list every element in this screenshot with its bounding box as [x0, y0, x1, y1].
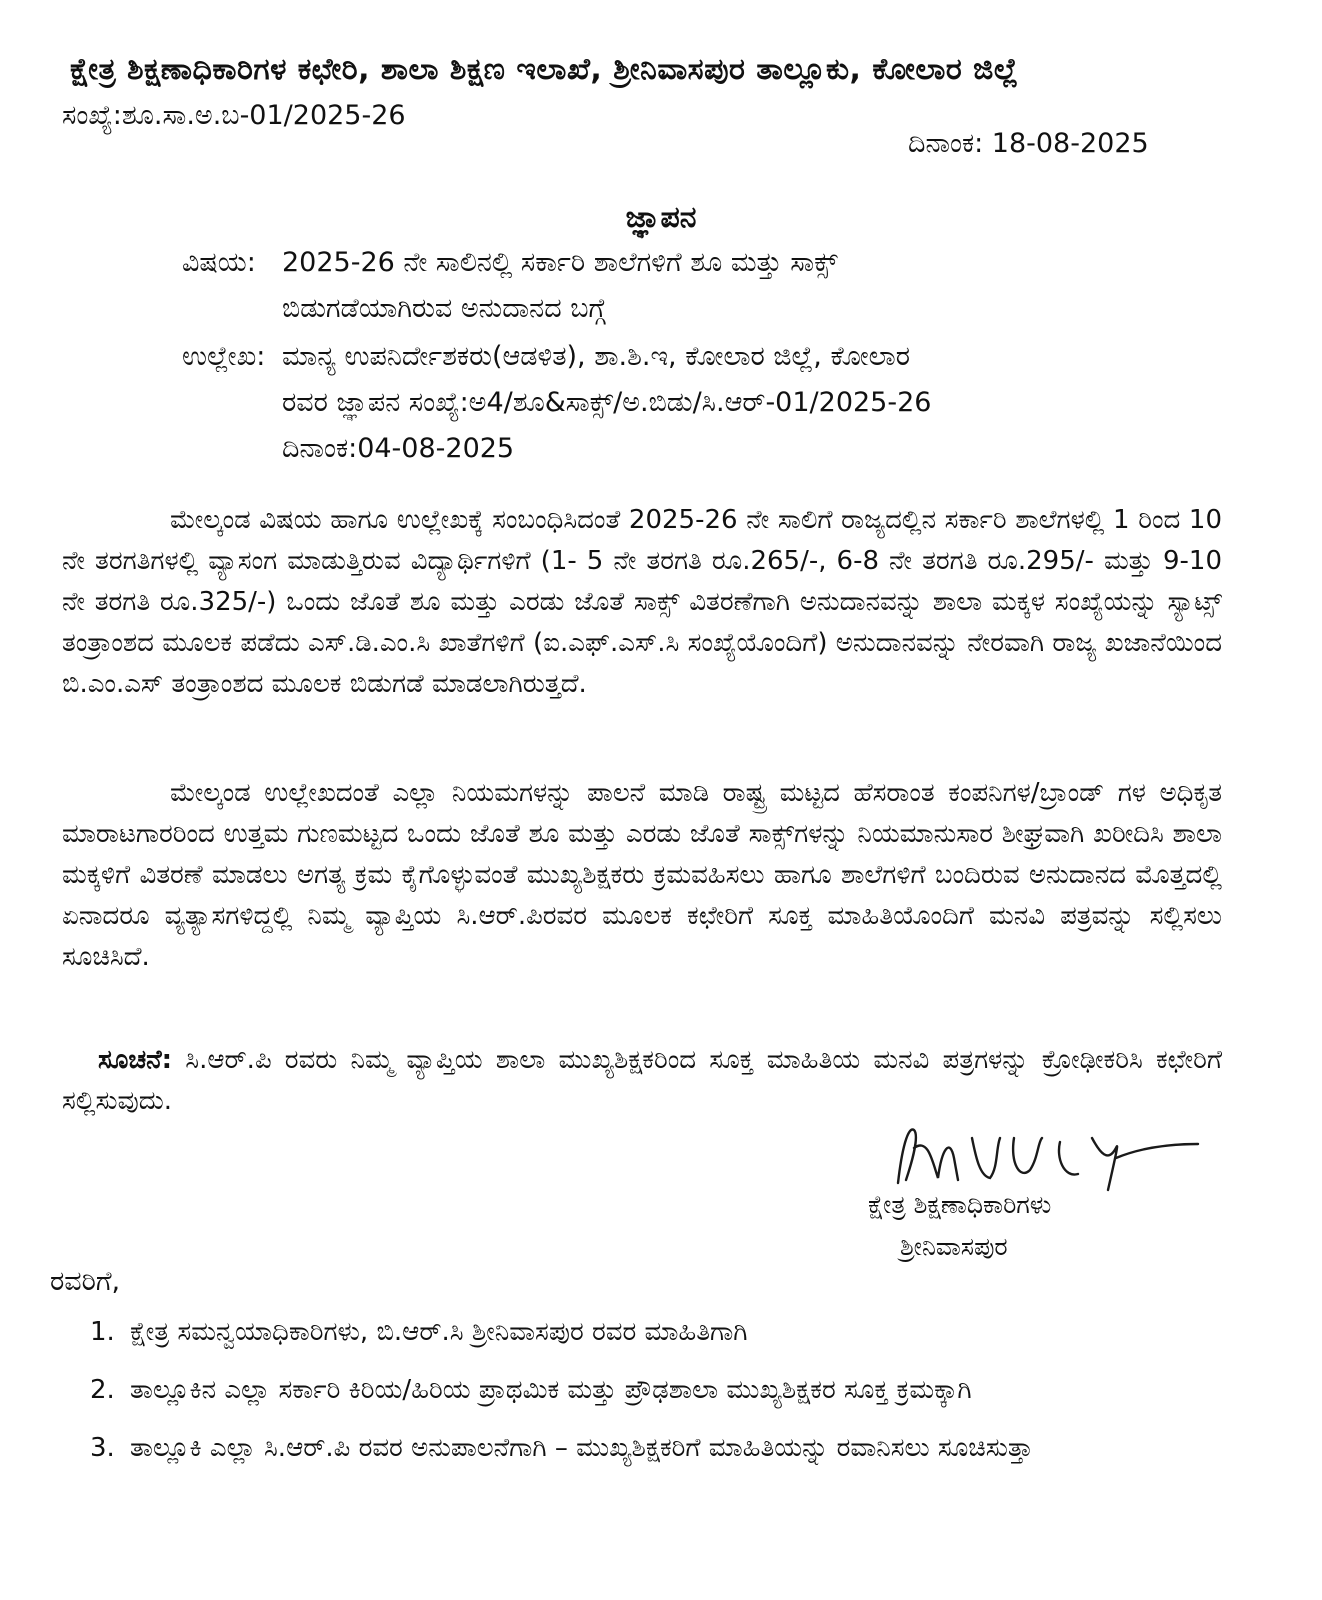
- list-item-text: ಕ್ಷೇತ್ರ ಸಮನ್ವಯಾಧಿಕಾರಿಗಳು, ಬಿ.ಆರ್.ಸಿ ಶ್ರೀನಿವಾಸಪುರ ರವರ ಮಾಹಿತಿಗಾಗಿ: [130, 1317, 748, 1347]
- office-title: ಕ್ಷೇತ್ರ ಶಿಕ್ಷಣಾಧಿಕಾರಿಗಳ ಕಛೇರಿ, ಶಾಲಾ ಶಿಕ್ಷಣ ಇಲಾಖೆ, ಶ್ರೀನಿವಾಸಪುರ ತಾಲ್ಲೂಕು, ಕೋಲಾರ ಜಿಲ್ಲೆ: [70, 52, 1019, 87]
- signatory-place: ಶ್ರೀನಿವಾಸಪುರ: [900, 1232, 1008, 1261]
- memo-heading: ಜ್ಞಾಪನ: [625, 200, 697, 235]
- list-item: [90, 1310, 1225, 1354]
- note-text: ಸಿ.ಆರ್.ಪಿ ರವರು ನಿಮ್ಮ ವ್ಯಾಪ್ತಿಯ ಶಾಲಾ ಮುಖ್ಯಶಿಕ್ಷಕರಿಂದ ಸೂಕ್ತ ಮಾಹಿತಿಯ ಮನವಿ ಪತ್ರಗಳನ್ನು ಕ್ರೋಢೀಕರಿಸಿ ಕಛೇರಿಗೆ ಸಲ್ಲಿಸುವುದು.: [62, 1045, 1223, 1116]
- list-item: [90, 1426, 1225, 1470]
- reference-number: ಸಂಖ್ಯೆ:ಶೂ.ಸಾ.ಅ.ಬ-01/2025-26: [62, 100, 406, 131]
- note-label: ಸೂಚನೆ:: [98, 1045, 173, 1075]
- reference-line-3: ದಿನಾಂಕ:04-08-2025: [282, 433, 515, 464]
- body-paragraph-1: ಮೇಲ್ಕಂಡ ವಿಷಯ ಹಾಗೂ ಉಲ್ಲೇಖಕ್ಕೆ ಸಂಬಂಧಿಸಿದಂತೆ 2025-26 ನೇ ಸಾಲಿಗೆ ರಾಜ್ಯದಲ್ಲಿನ ಸರ್ಕಾರಿ ಶಾಲೆಗಳಲ್ಲಿ 1 ರಿಂದ 10 ನೇ ತರಗತಿಗಳಲ್ಲಿ ವ್ಯಾಸಂಗ ಮಾಡುತ್ತಿರುವ ವಿದ್ಯಾರ್ಥಿಗಳಿಗೆ (1- 5 ನೇ ತರಗತಿ ರೂ.265/-, 6-8 ನೇ ತರಗತಿ ರೂ.295/- ಮತ್ತು 9-10 ನೇ ತರಗತಿ ರೂ.325/-) ಒಂದು ಜೊತೆ ಶೂ ಮತ್ತು ಎರಡು ಜೊತೆ ಸಾಕ್ಸ್ ವಿತರಣೆಗಾಗಿ ಅನುದಾನವನ್ನು ಶಾಲಾ ಮಕ್ಕಳ ಸಂಖ್ಯೆಯನ್ನು ಸ್ಯಾಟ್ಸ್ ತಂತ್ರಾಂಶದ ಮೂಲಕ ಪಡೆದು ಎಸ್.ಡಿ.ಎಂ.ಸಿ ಖಾತೆಗಳಿಗೆ (ಐ.ಎಫ್.ಎಸ್.ಸಿ ಸಂಖ್ಯೆಯೊಂದಿಗೆ) ಅನುದಾನವನ್ನು ನೇರವಾಗಿ ರಾಜ್ಯ ಖಜಾನೆಯಿಂದ ಬಿ.ಎಂ.ಎಸ್ ತಂತ್ರಾಂಶದ ಮೂಲಕ ಬಿಡುಗಡೆ ಮಾಡಲಾಗಿರುತ್ತದೆ.: [62, 505, 1222, 699]
- list-item-number: 1.: [90, 1317, 115, 1347]
- handwritten-signature: [880, 1108, 1200, 1198]
- list-item-number: 3.: [90, 1433, 115, 1463]
- subject-label: ವಿಷಯ:: [182, 247, 256, 278]
- subject-line-1: 2025-26 ನೇ ಸಾಲಿನಲ್ಲಿ ಸರ್ಕಾರಿ ಶಾಲೆಗಳಿಗೆ ಶೂ ಮತ್ತು ಸಾಕ್ಸ್: [282, 247, 838, 278]
- reference-block: [182, 334, 1182, 472]
- subject-line-2: ಬಿಡುಗಡೆಯಾಗಿರುವ ಅನುದಾನದ ಬಗ್ಗೆ: [282, 293, 606, 324]
- memo-date: ದಿನಾಂಕ: 18-08-2025: [908, 128, 1149, 159]
- list-item-text: ತಾಲ್ಲೂಕಿ ಎಲ್ಲಾ ಸಿ.ಆರ್.ಪಿ ರವರ ಅನುಪಾಲನೆಗಾಗಿ – ಮುಖ್ಯಶಿಕ್ಷಕರಿಗೆ ಮಾಹಿತಿಯನ್ನು ರವಾನಿಸಲು ಸೂಚಿಸುತ್ತಾ: [130, 1433, 1034, 1463]
- list-item: [90, 1368, 1225, 1412]
- list-item-number: 2.: [90, 1375, 115, 1405]
- signatory-designation: ಕ್ಷೇತ್ರ ಶಿಕ್ಷಣಾಧಿಕಾರಿಗಳು: [868, 1190, 1052, 1219]
- body-paragraph-2: ಮೇಲ್ಕಂಡ ಉಲ್ಲೇಖದಂತೆ ಎಲ್ಲಾ ನಿಯಮಗಳನ್ನು ಪಾಲನೆ ಮಾಡಿ ರಾಷ್ಟ್ರ ಮಟ್ಟದ ಹೆಸರಾಂತ ಕಂಪನಿಗಳ/ಬ್ರಾಂಡ್ ಗಳ ಅಧಿಕೃತ ಮಾರಾಟಗಾರರಿಂದ ಉತ್ತಮ ಗುಣಮಟ್ಟದ ಒಂದು ಜೊತೆ ಶೂ ಮತ್ತು ಎರಡು ಜೊತೆ ಸಾಕ್ಸ್‌ಗಳನ್ನು ನಿಯಮಾನುಸಾರ ಶೀಘ್ರವಾಗಿ ಖರೀದಿಸಿ ಶಾಲಾ ಮಕ್ಕಳಿಗೆ ವಿತರಣೆ ಮಾಡಲು ಅಗತ್ಯ ಕ್ರಮ ಕೈಗೊಳ್ಳುವಂತೆ ಮುಖ್ಯಶಿಕ್ಷಕರು ಕ್ರಮವಹಿಸಲು ಹಾಗೂ ಶಾಲೆಗಳಿಗೆ ಬಂದಿರುವ ಅನುದಾನದ ಮೊತ್ತದಲ್ಲಿ ಏನಾದರೂ ವ್ಯತ್ಯಾಸಗಳಿದ್ದಲ್ಲಿ ನಿಮ್ಮ ವ್ಯಾಪ್ತಿಯ ಸಿ.ಆರ್.ಪಿರವರ ಮೂಲಕ ಕಛೇರಿಗೆ ಸೂಕ್ತ ಮಾಹಿತಿಯೊಂದಿಗೆ ಮನವಿ ಪತ್ರವನ್ನು ಸಲ್ಲಿಸಲು ಸೂಚಿಸಿದೆ.: [62, 778, 1222, 972]
- recipients-list: [90, 1310, 1225, 1484]
- subject-block: [182, 240, 1182, 332]
- list-item-text: ತಾಲ್ಲೂಕಿನ ಎಲ್ಲಾ ಸರ್ಕಾರಿ ಕಿರಿಯ/ಹಿರಿಯ ಪ್ರಾಥಮಿಕ ಮತ್ತು ಪ್ರೌಢಶಾಲಾ ಮುಖ್ಯಶಿಕ್ಷಕರ ಸೂಕ್ತ ಕ್ರಮಕ್ಕಾಗಿ: [130, 1375, 972, 1405]
- reference-line-2: ರವರ ಜ್ಞಾಪನ ಸಂಖ್ಯೆ:ಅ4/ಶೂ&ಸಾಕ್ಸ್/ಅ.ಬಿಡು/ಸಿ.ಆರ್-01/2025-26: [282, 387, 932, 418]
- reference-line-1: ಮಾನ್ಯ ಉಪನಿರ್ದೇಶಕರು(ಆಡಳಿತ), ಶಾ.ಶಿ.ಇ, ಕೋಲಾರ ಜಿಲ್ಲೆ, ಕೋಲಾರ: [282, 341, 910, 372]
- reference-label: ಉಲ್ಲೇಖ:: [182, 341, 266, 372]
- recipients-heading: ರವರಿಗೆ,: [50, 1266, 121, 1297]
